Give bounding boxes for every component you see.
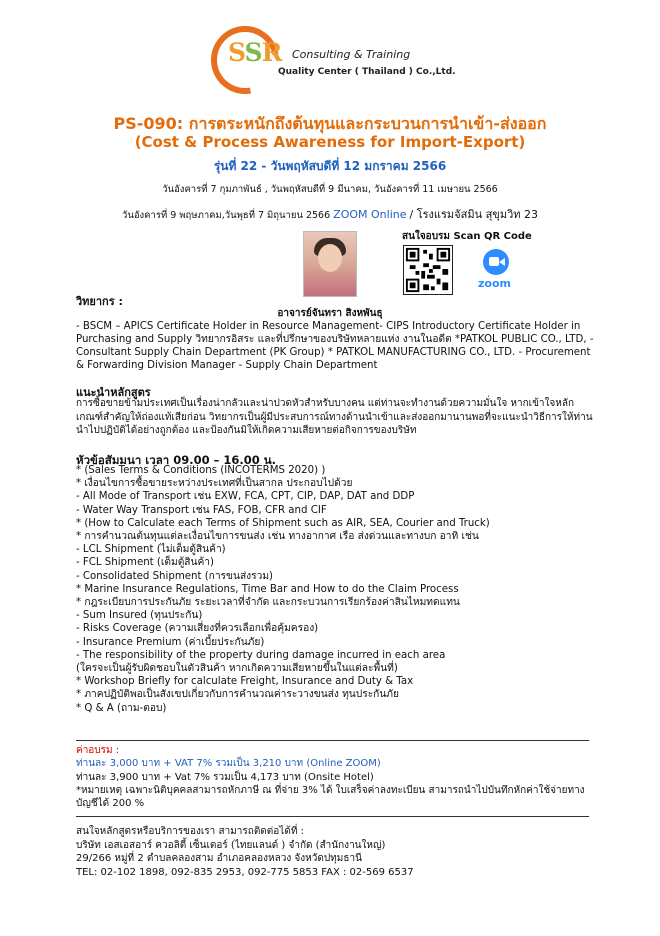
topic-line: - Risks Coverage (ความเสี่ยงที่ควรเลือกเพื่อคุ้มครอง) bbox=[76, 623, 319, 635]
topic-line: - FCL Shipment (เต็มตู้สินค้า) bbox=[76, 557, 214, 569]
contact-line: บริษัท เอสเอสอาร์ ควอลิตี้ เซ็นเตอร์ (ไทยแลนด์ ) จำกัด (สำนักงานใหญ่) bbox=[76, 839, 386, 851]
fee-online: ท่านละ 3,000 บาท + VAT 7% รวมเป็น 3,210 บาท (Online ZOOM) bbox=[76, 758, 381, 769]
contact-line: สนใจหลักสูตรหรือบริการของเรา สามารถติดต่อได้ที่ : bbox=[76, 826, 304, 837]
company-logo bbox=[228, 38, 281, 67]
topic-line: - Sum Insured (ทุนประกัน) bbox=[76, 610, 203, 622]
contact-line: 29/266 หมู่ที่ 2 ตำบลคลองสาม อำเภอคลองหลวง จังหวัดปทุมธานี bbox=[76, 853, 362, 864]
photo-face bbox=[318, 244, 342, 272]
schedule-dates-1: วันอังคารที่ 7 กุมภาพันธ์ , วันพฤหัสบดีที่ 9 มีนาคม, วันอังคารที่ 11 เมษายน 2566 bbox=[162, 184, 498, 195]
topic-line: * Marine Insurance Regulations, Time Bar and How to do the Claim Process bbox=[76, 583, 459, 595]
topic-line: * Q & A (ถาม-ตอบ) bbox=[76, 702, 167, 714]
divider bbox=[76, 816, 589, 817]
fee-onsite: ท่านละ 3,900 บาท + Vat 7% รวมเป็น 4,173 บาท (Onsite Hotel) bbox=[76, 772, 374, 783]
hotel-venue: / โรงแรมจัสมิน สุขุมวิท 23 bbox=[409, 208, 539, 221]
topic-line: - LCL Shipment (ไม่เต็มตู้สินค้า) bbox=[76, 544, 226, 556]
topic-line: - Insurance Premium (ค่าเบี้ยประกันภัย) bbox=[76, 636, 265, 648]
topic-line: * (Sales Terms & Conditions (INCOTERMS 2020) ) bbox=[76, 465, 326, 476]
topics-heading: หัวข้อสัมมนา เวลา 09.00 – 16.00 น. bbox=[76, 453, 276, 467]
schedule-dates-2 bbox=[0, 205, 660, 223]
contact-line: TEL: 02-102 1898, 092-835 2953, 092-775 5853 FAX : 02-569 6537 bbox=[76, 866, 414, 878]
course-title-english: (Cost & Process Awareness for Import-Export) bbox=[134, 133, 526, 151]
intro-text: การซื้อขายข้ามประเทศเป็นเรื่องน่ากลัวและน่าปวดหัวสำหรับบางคน แต่ท่านจะทำงานด้วยความมั่นใจ หากเข้าใจหลักเกณฑ์สำคัญให้ถ่องแท้เสียก่อน วิทยากรเป็นผู้มีประสบการณ์ทางด้านนำเข้าและส่งออกมานานพอที่จะแนะนำวิธีการให้ท่านนำไปปฏิบัติได้อย่างถูกต้อง และป้องกันมิให้เกิดความเสียหายต่อกิจการของบริษัท bbox=[76, 398, 593, 436]
topic-line: - All Mode of Transport เช่น EXW, FCA, CPT, CIP, DAP, DAT and DDP bbox=[76, 491, 415, 503]
logo-letter: S bbox=[228, 38, 245, 67]
topic-line: * (How to Calculate each Terms of Shipment such as AIR, SEA, Courier and Truck) bbox=[76, 517, 490, 529]
divider bbox=[76, 740, 589, 741]
logo-letter: S bbox=[244, 38, 262, 67]
zoom-logo-text: zoom bbox=[478, 277, 511, 290]
topic-line: - The responsibility of the property during damage incurred in each area bbox=[76, 649, 446, 661]
zoom-online-label: ZOOM Online bbox=[333, 208, 407, 221]
course-title-thai: PS-090: การตระหนักถึงต้นทุนและกระบวนการนำเข้า-ส่งออก bbox=[113, 114, 547, 133]
logo-tagline: Consulting & Training bbox=[292, 48, 411, 61]
topic-line: * การคำนวณต้นทุนแต่ละเงื่อนไขการขนส่ง เช่น ทางอากาศ เรือ ส่งด่วนและทางบก อาทิ เช่น bbox=[76, 531, 479, 543]
course-session-date: รุ่นที่ 22 - วันพฤหัสบดีที่ 12 มกราคม 2566 bbox=[213, 159, 447, 173]
zoom-icon[interactable] bbox=[483, 249, 509, 275]
speaker-photo bbox=[303, 231, 357, 297]
topic-line: * เงื่อนไขการซื้อขายระหว่างประเทศที่เป็นสากล ประกอบไปด้วย bbox=[76, 478, 353, 490]
speaker-heading: วิทยากร : bbox=[76, 295, 123, 308]
speaker-bio: - BSCM – APICS Certificate Holder in Resource Management- CIPS Introductory Certificate Holder in Purchasing and Supply วิทยากรอิสระ และที่ปรึกษาของบริษัทหลายแห่ง งานในอดีต *PATKOL PUBLIC CO., LTD, - Consultant Supply Chain Department (PK Group) * PATKOL MANUFACTURING CO., LTD. - Procurement & Forwarding Division Manager - Supply Chain Department bbox=[76, 321, 594, 371]
fee-heading: ค่าอบรม : bbox=[76, 745, 120, 756]
intro-heading: แนะนำหลักสูตร bbox=[76, 386, 151, 399]
scan-qr-label: สนใจอบรม Scan QR Code bbox=[402, 231, 532, 242]
qr-code[interactable] bbox=[403, 245, 453, 295]
topics-list bbox=[76, 464, 596, 715]
schedule-dates-2-text: วันอังคารที่ 9 พฤษภาคม,วันพุธที่ 7 มิถุนายน 2566 bbox=[121, 210, 331, 221]
logo-letter: R bbox=[261, 38, 282, 67]
topic-line: * Workshop Briefly for calculate Freight, Insurance and Duty & Tax bbox=[76, 676, 414, 688]
topic-line: * ภาคปฏิบัติพอเป็นสังเขปเกี่ยวกับการคำนวณค่าระวางขนส่ง ทุนประกันภัย bbox=[76, 689, 399, 701]
topic-line: - Water Way Transport เช่น FAS, FOB, CFR and CIF bbox=[76, 504, 327, 516]
topic-line: - Consolidated Shipment (การขนส่งรวม) bbox=[76, 570, 274, 582]
topic-line: (ใครจะเป็นผู้รับผิดชอบในตัวสินค้า หากเกิดความเสียหายขึ้นในแต่ละพื้นที่) bbox=[76, 663, 398, 675]
topic-line: * กฎระเบียบการประกันภัย ระยะเวลาที่จำกัด และกระบวนการเรียกร้องค่าสินไหมทดแทน bbox=[76, 597, 460, 609]
speaker-name: อาจารย์จันทรา สิงหพันธุ bbox=[277, 308, 383, 319]
fee-note: *หมายเหตุ เฉพาะนิติบุคคลสามารถหักภาษี ณ ที่จ่าย 3% ได้ ใบเสร็จค่าลงทะเบียน สามารถนำไปบันทึกหักค่าใช้จ่ายทางบัญชีได้ 200 % bbox=[76, 785, 585, 809]
contact-block bbox=[76, 825, 596, 879]
logo-company-name: Quality Center ( Thailand ) Co.,Ltd. bbox=[278, 67, 456, 77]
